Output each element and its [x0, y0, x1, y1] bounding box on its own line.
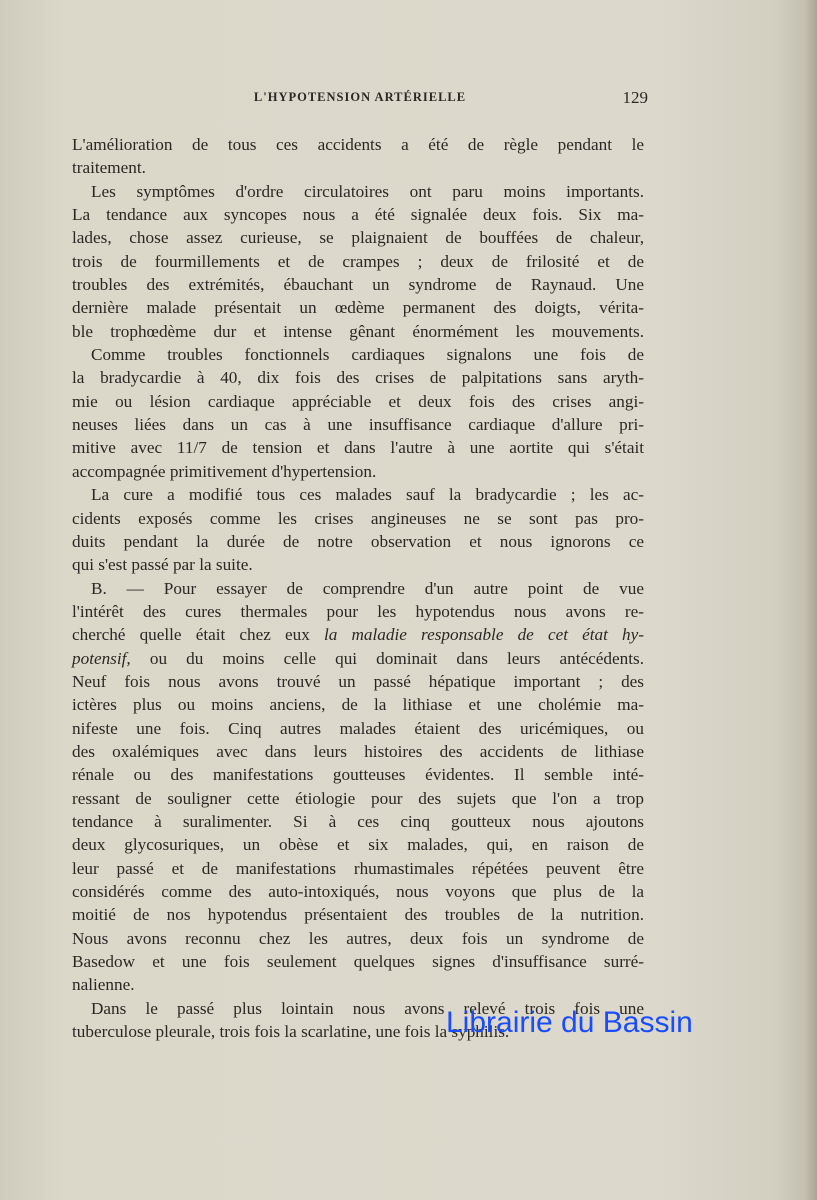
text-line: qui s'est passé par la suite.	[72, 555, 253, 575]
text-line: Nous avons reconnu chez les autres, deux fois un syndrome de	[72, 928, 644, 948]
page-header	[72, 90, 648, 112]
text-line: L'amélioration de tous ces accidents a été de règle pendant le	[72, 135, 644, 154]
text-line: nifeste une fois. Cinq autres malades étaient des uricémiques, ou	[72, 718, 644, 738]
text-line	[72, 623, 644, 646]
text-line: mitive avec 11/7 de tension et dans l'autre à une aortite qui s'était	[72, 438, 644, 458]
text-line: des oxalémiques avec dans leurs histoires des accidents de lithiase	[72, 741, 644, 761]
text-line: ressant de souligner cette étiologie pour des sujets que l'on a trop	[72, 788, 644, 808]
text-line: ictères plus ou moins anciens, de la lithiase et une cholémie ma-	[72, 695, 644, 715]
text-line: accompagnée primitivement d'hypertension.	[72, 461, 377, 481]
text-line: Les symptômes d'ordre circulatoires ont paru moins importants.	[91, 181, 644, 201]
running-title: L'HYPOTENSION ARTÉRIELLE	[253, 90, 467, 104]
text-line: B. — Pour essayer de comprendre d'un autre point de vue	[91, 578, 644, 598]
text-line: considérés comme des auto-intoxiqués, nous voyons que plus de la	[72, 882, 644, 901]
text-line: tuberculose pleurale, trois fois la scarlatine, une fois la syphilis.	[72, 1022, 510, 1042]
text-line: neuses liées dans un cas à une insuffisance cardiaque d'allure pri-	[72, 415, 644, 435]
italic-phrase: potensif,	[72, 648, 131, 668]
text-line: lades, chose assez curieuse, se plaignaient de bouffées de chaleur,	[72, 228, 644, 248]
text-line: ble trophœdème dur et intense gênant énormément les mouvements.	[72, 321, 644, 341]
text-line: La tendance aux syncopes nous a été signalée deux fois. Six ma-	[72, 205, 644, 225]
text-line: Comme troubles fonctionnels cardiaques signalons une fois de	[91, 345, 644, 365]
text-span: ou du moins celle qui dominait dans leurs antécédents.	[130, 648, 644, 668]
page-edge	[803, 0, 817, 1200]
text-line: l'intérêt des cures thermales pour les hypotendus nous avons re-	[72, 601, 644, 621]
text-line: cidents exposés comme les crises angineuses ne se sont pas pro-	[72, 508, 644, 528]
text-line: Dans le passé plus lointain nous avons relevé trois fois une	[91, 998, 644, 1018]
body-text	[72, 133, 644, 1043]
text-line: mie ou lésion cardiaque appréciable et deux fois des crises angi-	[72, 391, 644, 411]
text-line: troubles des extrémités, ébauchant un syndrome de Raynaud. Une	[72, 275, 644, 295]
text-line: traitement.	[72, 158, 146, 178]
text-line: la bradycardie à 40, dix fois des crises de palpitations sans aryth-	[72, 368, 644, 388]
text-span: cherché quelle était chez eux	[72, 625, 310, 645]
page-number: 129	[622, 88, 648, 107]
text-line: tendance à suralimenter. Si à ces cinq goutteux nous ajoutons	[72, 811, 644, 831]
text-line: moitié de nos hypotendus présentaient des troubles de la nutrition.	[72, 905, 644, 925]
italic-phrase: la maladie responsable de cet état hy-	[324, 625, 644, 645]
watermark: Librairie du Bassin	[446, 1006, 693, 1039]
text-line: rénale ou des manifestations goutteuses évidentes. Il semble inté-	[72, 765, 644, 785]
text-line: nalienne.	[72, 975, 135, 995]
text-line: Neuf fois nous avons trouvé un passé hépatique important ; des	[72, 671, 644, 691]
text-line: duits pendant la durée de notre observation et nous ignorons ce	[72, 531, 644, 551]
text-line: La cure a modifié tous ces malades sauf la bradycardie ; les ac-	[91, 485, 644, 505]
text-line	[72, 647, 644, 670]
text-line: leur passé et de manifestations rhumastimales répétées peuvent être	[72, 858, 644, 878]
text-line: trois de fourmillements et de crampes ; deux de frilosité et de	[72, 251, 644, 271]
text-line: deux glycosuriques, un obèse et six malades, qui, en raison de	[72, 835, 644, 855]
text-line: Basedow et une fois seulement quelques signes d'insuffisance surré-	[72, 952, 644, 972]
text-line: dernière malade présentait un œdème permanent des doigts, vérita-	[72, 298, 644, 318]
